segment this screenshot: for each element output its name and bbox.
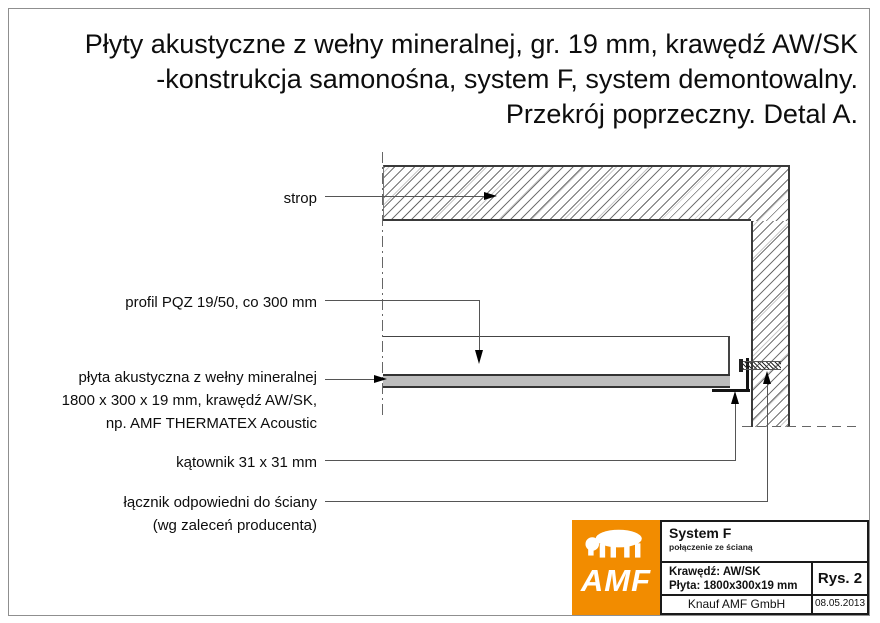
edge-board-cell [662, 563, 813, 594]
acoustic-panel [383, 374, 730, 388]
profile-end-line [728, 336, 730, 376]
label-plyta-line-3: np. AMF THERMATEX Acoustic [105, 415, 317, 432]
profil-leader-line [325, 300, 480, 301]
profil-leader-drop [479, 300, 480, 351]
drawing-title [40, 27, 858, 132]
katownik-arrowhead-icon [731, 391, 739, 404]
title-block-middle-row [662, 563, 867, 596]
title-line-2: -konstrukcja samonośna, system F, system demontowalny. [156, 64, 858, 94]
plyta-arrowhead-icon [374, 375, 387, 383]
slab-bottom-edge [383, 219, 751, 221]
label-plyta-line-2: 1800 x 300 x 19 mm, krawędź AW/SK, [61, 392, 317, 409]
amf-logo [572, 520, 660, 615]
katownik-leader-riser [735, 403, 736, 460]
label-lacznik-line-2: (wg zaleceń producenta) [152, 517, 317, 534]
amf-bear-icon [581, 525, 651, 563]
title-line-3: Przekrój poprzeczny. Detal A. [505, 99, 858, 129]
drawing-number: Rys. 2 [817, 570, 863, 587]
label-lacznik-line-1: łącznik odpowiedni do ściany [123, 494, 317, 511]
system-name: System F [669, 525, 732, 541]
board-spec: Płyta: 1800x300x19 mm [669, 580, 798, 592]
ceiling-slab-hatch [383, 165, 790, 221]
lacznik-arrowhead-icon [763, 371, 771, 384]
label-plyta [62, 366, 317, 435]
lacznik-leader-line [325, 501, 768, 502]
strop-leader-line [325, 196, 485, 197]
company-name: Knauf AMF GmbH [662, 596, 813, 613]
strop-arrowhead-icon [484, 192, 497, 200]
label-lacznik [124, 491, 317, 537]
profil-arrowhead-icon [475, 350, 483, 364]
drawing-date: 08.05.2013 [814, 598, 866, 609]
label-strop: strop [283, 190, 317, 207]
title-line-1: Płyty akustyczne z wełny mineralnej, gr. 19 mm, krawędź AW/SK [84, 29, 858, 59]
plyta-leader-line [325, 379, 376, 380]
title-block-bottom-row [662, 596, 867, 613]
wall-fastener-screw-icon [743, 361, 781, 370]
drawing-number-cell [813, 563, 867, 594]
system-subtitle: połączenie ze ścianą [669, 542, 753, 552]
wall-hatch [751, 221, 788, 427]
slab-wall-right-edge [788, 165, 790, 427]
katownik-leader-line [325, 460, 736, 461]
amf-logo-text: AMF [580, 563, 652, 598]
profile-top-line [383, 336, 729, 337]
edge-spec: Krawędź: AW/SK [669, 566, 761, 578]
wall-cut-dash-line [742, 426, 860, 427]
label-katownik: kątownik 31 x 31 mm [176, 454, 317, 471]
label-plyta-line-1: płyta akustyczna z wełny mineralnej [78, 369, 317, 386]
title-block-system-cell [662, 522, 867, 563]
title-block-table [660, 520, 869, 615]
label-profil: profil PQZ 19/50, co 300 mm [125, 294, 317, 311]
lacznik-leader-riser [767, 383, 768, 501]
